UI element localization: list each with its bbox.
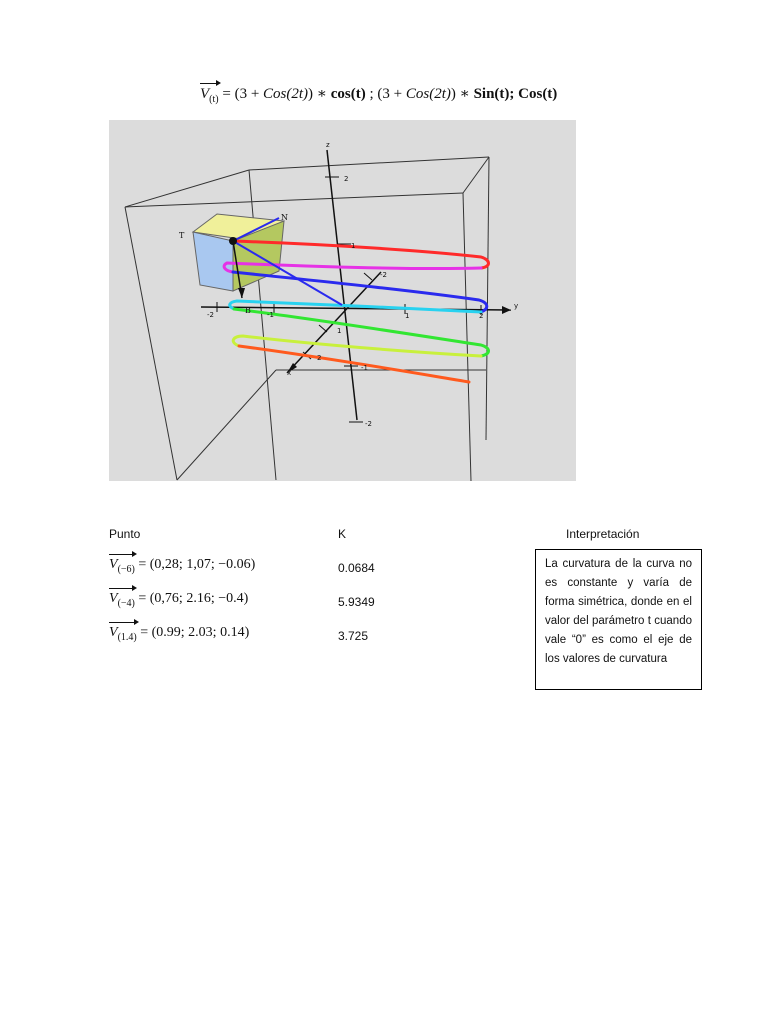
n-label: N <box>281 213 288 222</box>
curve-3d-plot <box>109 120 576 481</box>
vector-symbol: $V_{(-6)}$ <box>109 557 135 575</box>
interpretation-box: La curvatura de la curva no es constante y varía de forma simétrica, donde en el valor del parámetro t cuando vale “0” es como el eje de los valores de curvatura <box>535 549 702 690</box>
point-equation-3: $V_{(1.4)} = (0.99$; 2.03; 0.14) <box>109 625 250 643</box>
header-k: K <box>338 527 347 541</box>
tick-label: -2 <box>365 420 372 428</box>
tick-label: 2 <box>317 354 322 362</box>
t-label: T <box>179 231 185 240</box>
vector-symbol: $V_{(1.4)}$ <box>109 625 137 643</box>
plot-canvas <box>109 120 576 481</box>
y-axis-label: y <box>514 302 519 310</box>
tick-label: -2 <box>380 271 387 279</box>
tick-label: 1 <box>337 327 342 335</box>
header-interpretacion: Interpretación <box>566 527 640 541</box>
vector-symbol: $V_{(t)}$ <box>200 86 219 105</box>
b-vector-arrow <box>238 288 245 298</box>
curve-segment <box>239 346 469 382</box>
axis-ticks <box>217 177 484 422</box>
point-equation-1: $V_{(-6)} = (0,28$; 1,07; −0.06) <box>109 557 256 575</box>
vector-symbol: $V_{(-4)}$ <box>109 591 135 609</box>
tick-label: -2 <box>207 311 214 319</box>
tick-label: 2 <box>344 175 349 183</box>
k-value-2: 5.9349 <box>338 595 375 609</box>
y-axis-arrow <box>502 306 511 314</box>
tick-label: -1 <box>361 364 368 372</box>
tick-label: 1 <box>405 312 410 320</box>
header-punto: Punto <box>109 527 141 541</box>
k-value-1: 0.0684 <box>338 561 375 575</box>
equation-title: $V_{(t)} = (3 + Cos(2t))$ ∗ cos(t) ; (3 + Cos(2t)) ∗ Sin(t); Cos(t) <box>200 86 558 105</box>
z-axis-label: z <box>326 141 330 149</box>
b-label: B <box>245 306 251 315</box>
tick-label: 1 <box>351 242 356 250</box>
k-value-3: 3.725 <box>338 629 369 643</box>
point-equation-2: $V_{(-4)} = (0,76$; 2.16; −0.4) <box>109 591 249 609</box>
x-axis-label: x <box>287 369 292 377</box>
curve-point <box>229 237 237 245</box>
tick-label: -1 <box>267 311 274 319</box>
tick-label: 2 <box>479 312 484 320</box>
